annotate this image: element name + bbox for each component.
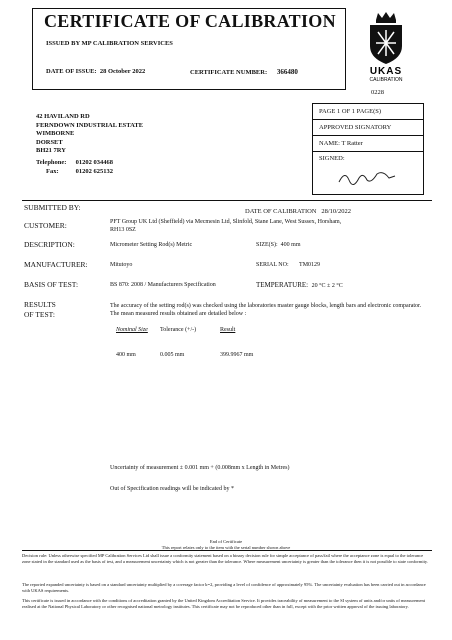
serial-value: TM0129 xyxy=(299,262,321,268)
ukas-lab-number: 0228 xyxy=(371,89,384,96)
temperature-label: TEMPERATURE: xyxy=(256,281,309,289)
uncertainty: Uncertainty of measurement ± 0.001 mm + (0.008mm x Length in Metres) xyxy=(110,465,290,471)
address-line: FERNDOWN INDUSTRIAL ESTATE xyxy=(36,121,144,129)
table-cell-nominal: 400 mm xyxy=(116,352,136,358)
basis-value: BS 870: 2008 / Manufacturers Specification xyxy=(110,282,216,288)
description-label: DESCRIPTION: xyxy=(24,240,75,249)
telephone-value: 01202 034468 xyxy=(75,158,113,166)
results-label-line: RESULTS xyxy=(24,300,56,309)
signed-label: SIGNED: xyxy=(319,155,345,162)
manufacturer-label: MANUFACTURER: xyxy=(24,260,88,269)
customer-line: RH13 0SZ xyxy=(110,227,136,233)
page-count: PAGE 1 OF 1 PAGE(S) xyxy=(313,104,423,120)
customer-label: CUSTOMER: xyxy=(24,221,67,230)
table-header-result: Result xyxy=(220,327,236,333)
issued-by: ISSUED BY MP CALIBRATION SERVICES xyxy=(46,40,173,47)
results-text: The accuracy of the setting rod(s) was checked using the laboratories master gauge blocks, length bars and electronic comparator. The mean measured results obtained are detailed below : xyxy=(110,303,422,317)
ukas-logo xyxy=(360,10,412,82)
divider xyxy=(22,550,432,551)
fax-value: 01202 625132 xyxy=(75,167,113,175)
table-header-tolerance: Tolerance (+/-) xyxy=(160,327,197,333)
ukas-logo-text: UKAS xyxy=(369,66,403,77)
certificate-number xyxy=(190,68,298,76)
handwritten-signature xyxy=(337,166,397,188)
certificate-number-label: CERTIFICATE NUMBER: xyxy=(190,69,268,76)
date-of-calibration xyxy=(245,208,351,215)
report-note: This report relates only to the item with the serial number shown above xyxy=(161,545,291,550)
address-line: DORSET xyxy=(36,138,63,146)
date-of-issue-label: DATE OF ISSUE: xyxy=(46,68,97,75)
footer-accreditation: This certificate is issued in accordance with the conditions of accreditation granted by the United Kingdom Accreditation Service. It provides traceability of measurement to the SI system of units and/or units of measurement realised at the National Physical Laboratory or other recognised national metrology institutes. This certificate may not be reproduced other than in full, except with the prior written approval of the issuing laboratory. xyxy=(22,598,426,609)
temperature-value: 20 °C ± 2 °C xyxy=(311,283,343,289)
ukas-logo-subtext: CALIBRATION xyxy=(369,77,403,82)
date-of-issue-value: 28 October 2022 xyxy=(99,68,146,75)
address-line: 42 HAVILAND RD xyxy=(36,113,90,120)
address-line: BH21 7RY xyxy=(36,147,66,155)
certificate-title: CERTIFICATE OF CALIBRATION xyxy=(44,11,336,31)
serial-field xyxy=(256,262,320,268)
table-header-nominal: Nominal Size xyxy=(116,327,148,333)
manufacturer-value: Mitutoyo xyxy=(110,262,133,268)
results-label-line: OF TEST: xyxy=(24,310,55,319)
footer-uncertainty: The reported expanded uncertainty is based on a standard uncertainty multiplied by a coverage factor k=2, providing a level of confidence of approximately 95%. The uncertainty evaluation has been carried out in accordance with UKAS requirements. xyxy=(22,582,426,593)
certificate-number-value: 366480 xyxy=(276,68,298,76)
size-label: SIZE(S): xyxy=(256,242,278,248)
customer-value xyxy=(110,218,341,234)
temperature-field xyxy=(256,281,343,289)
signature-box xyxy=(312,103,424,195)
end-of-certificate: End of Certificate xyxy=(209,539,243,544)
signatory-name: NAME: T Ratter xyxy=(313,136,423,152)
address-line: WIMBORNE xyxy=(36,130,75,138)
telephone-label: Telephone: xyxy=(36,158,67,166)
date-of-calibration-label: DATE OF CALIBRATION xyxy=(245,208,317,215)
description-value: Micrometer Setting Rod(s) Metric xyxy=(110,242,193,248)
fax-label: Fax: xyxy=(46,167,59,175)
size-field xyxy=(256,242,301,248)
telephone-row xyxy=(36,159,143,168)
size-value: 400 mm xyxy=(280,242,301,248)
basis-label: BASIS OF TEST: xyxy=(24,280,79,289)
footer-decision-rule: Decision rule: Unless otherwise specified MP Calibration Services Ltd shall issue a conformity statement based on a binary decision rule for simple acceptance of pass/fail where the acceptance zone is equal to the tolerance zone stated in the standard used as the basis of test, and a measurement uncertainty which is not greater than the tolerance. Where measurement uncertainty is greater than the tolerance then it is not possible to state conformity. xyxy=(22,553,428,564)
customer-line: PFT Group UK Ltd (Sheffield) via Mecmesin Ltd, Slinfold, Stane Lane, West Sussex, Horsham, xyxy=(110,219,342,225)
crown-icon xyxy=(376,12,396,20)
divider xyxy=(22,200,432,201)
table-cell-result: 399.9967 mm xyxy=(220,352,254,358)
date-of-calibration-value: 28/10/2022 xyxy=(321,208,351,215)
serial-label: SERIAL NO: xyxy=(256,262,289,268)
date-of-issue xyxy=(46,68,145,75)
submitted-by-label: SUBMITTED BY: xyxy=(24,203,81,212)
signed-cell xyxy=(313,152,423,194)
lab-address xyxy=(36,113,143,176)
out-of-spec-note: Out of Specification readings will be indicated by * xyxy=(110,486,234,492)
results-label xyxy=(24,300,56,320)
table-cell-tolerance: 0.005 mm xyxy=(160,352,185,358)
approved-signatory: APPROVED SIGNATORY xyxy=(313,120,423,136)
fax-row xyxy=(36,168,143,177)
